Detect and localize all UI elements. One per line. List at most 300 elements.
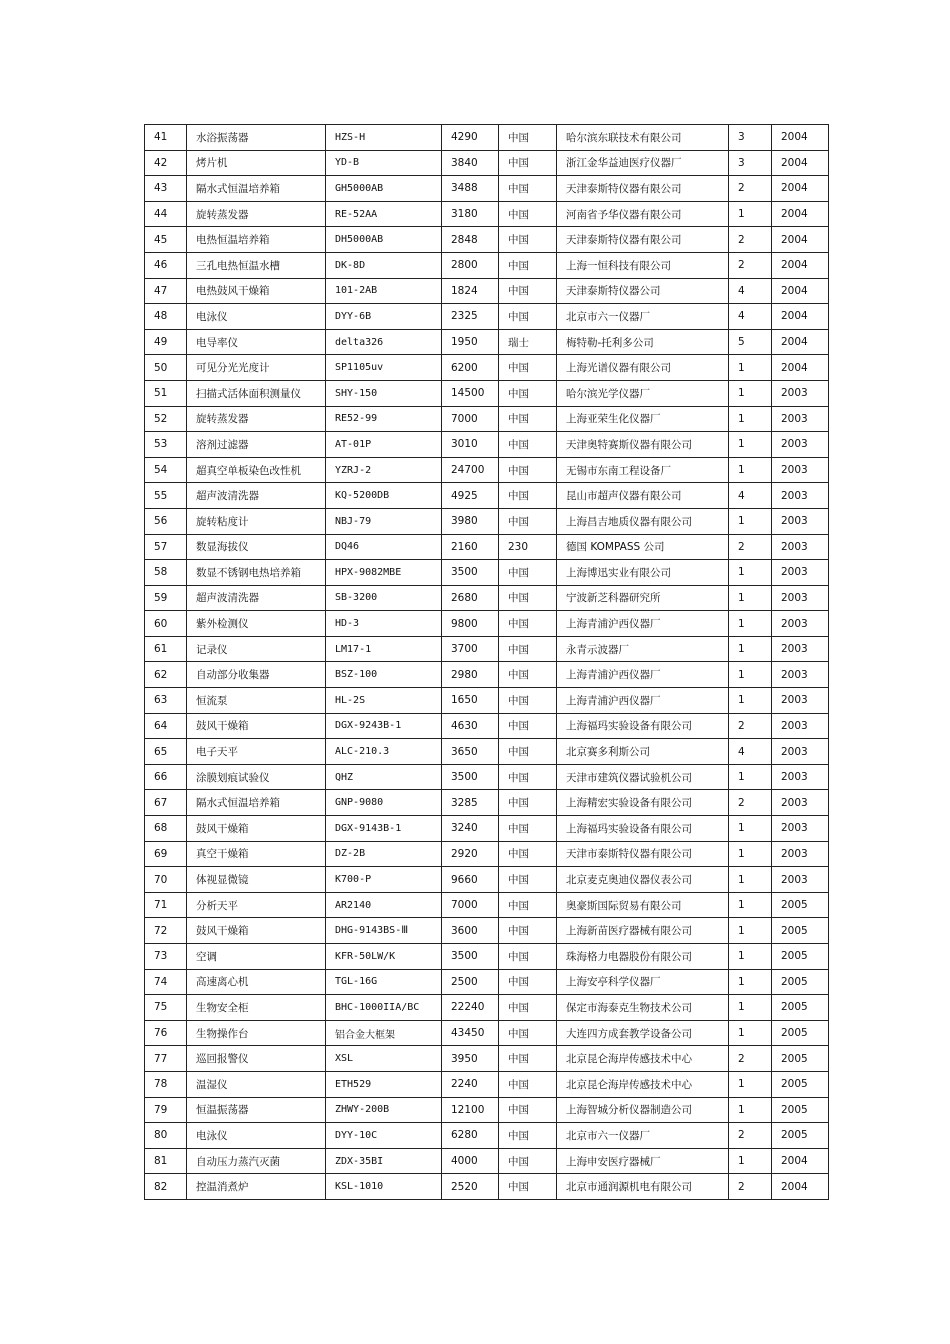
cell-price: 6200 [442,355,499,381]
cell-manufacturer: 北京市通润源机电有限公司 [557,1174,729,1200]
cell-price: 12100 [442,1097,499,1123]
cell-year: 2004 [772,227,829,253]
cell-quantity: 2 [729,227,772,253]
cell-model: 101-2AB [326,278,442,304]
cell-country: 中国 [499,1071,557,1097]
cell-price: 7000 [442,892,499,918]
cell-manufacturer: 北京昆仑海岸传感技术中心 [557,1071,729,1097]
cell-row-number: 77 [145,1046,187,1072]
cell-country: 中国 [499,201,557,227]
cell-model: KSL-1010 [326,1174,442,1200]
cell-model: DH5000AB [326,227,442,253]
cell-country: 中国 [499,944,557,970]
cell-quantity: 2 [729,790,772,816]
cell-row-number: 58 [145,560,187,586]
cell-quantity: 1 [729,636,772,662]
cell-manufacturer: 北京市六一仪器厂 [557,1123,729,1149]
cell-country: 中国 [499,1174,557,1200]
cell-manufacturer: 北京麦克奥迪仪器仪表公司 [557,867,729,893]
cell-model: DGX-9143B-1 [326,816,442,842]
cell-quantity: 1 [729,969,772,995]
cell-year: 2004 [772,150,829,176]
cell-country: 230 [499,534,557,560]
cell-quantity: 1 [729,816,772,842]
cell-year: 2005 [772,1071,829,1097]
table-row [145,892,829,918]
cell-model: LM17-1 [326,636,442,662]
cell-manufacturer: 上海一恒科技有限公司 [557,252,729,278]
cell-price: 3500 [442,944,499,970]
cell-country: 中国 [499,1046,557,1072]
cell-equipment-name: 数显海拔仪 [187,534,326,560]
cell-model: ETH529 [326,1071,442,1097]
cell-row-number: 51 [145,380,187,406]
cell-manufacturer: 上海青浦沪西仪器厂 [557,611,729,637]
cell-row-number: 45 [145,227,187,253]
cell-equipment-name: 恒温振荡器 [187,1097,326,1123]
cell-quantity: 1 [729,432,772,458]
cell-model: AR2140 [326,892,442,918]
cell-price: 3010 [442,432,499,458]
cell-manufacturer: 北京赛多利斯公司 [557,739,729,765]
cell-equipment-name: 超声波清洗器 [187,483,326,509]
cell-quantity: 1 [729,867,772,893]
cell-row-number: 52 [145,406,187,432]
cell-country: 中国 [499,790,557,816]
cell-manufacturer: 天津泰斯特仪器有限公司 [557,176,729,202]
table-body [145,125,829,1200]
cell-year: 2003 [772,662,829,688]
cell-country: 中国 [499,227,557,253]
table-row [145,406,829,432]
cell-year: 2004 [772,329,829,355]
cell-equipment-name: 数显不锈钢电热培养箱 [187,560,326,586]
cell-equipment-name: 巡回报警仪 [187,1046,326,1072]
cell-model: BSZ-100 [326,662,442,688]
table-row [145,252,829,278]
cell-equipment-name: 真空干燥箱 [187,841,326,867]
cell-quantity: 4 [729,483,772,509]
table-row [145,150,829,176]
cell-year: 2003 [772,790,829,816]
cell-year: 2003 [772,508,829,534]
cell-quantity: 1 [729,380,772,406]
cell-manufacturer: 上海博迅实业有限公司 [557,560,729,586]
cell-year: 2003 [772,764,829,790]
cell-quantity: 1 [729,355,772,381]
cell-manufacturer: 梅特勒-托利多公司 [557,329,729,355]
table-row [145,380,829,406]
cell-year: 2005 [772,969,829,995]
cell-quantity: 1 [729,764,772,790]
cell-quantity: 1 [729,841,772,867]
cell-manufacturer: 上海青浦沪西仪器厂 [557,662,729,688]
cell-price: 2980 [442,662,499,688]
cell-model: BHC-1000IIA/BC [326,995,442,1021]
cell-country: 中国 [499,508,557,534]
cell-equipment-name: 电泳仪 [187,1123,326,1149]
table-row [145,1046,829,1072]
cell-year: 2003 [772,688,829,714]
cell-equipment-name: 分析天平 [187,892,326,918]
cell-row-number: 75 [145,995,187,1021]
cell-model: SB-3200 [326,585,442,611]
cell-row-number: 48 [145,304,187,330]
cell-row-number: 60 [145,611,187,637]
cell-manufacturer: 哈尔滨东联技术有限公司 [557,125,729,151]
cell-quantity: 2 [729,713,772,739]
cell-country: 中国 [499,355,557,381]
cell-row-number: 67 [145,790,187,816]
cell-year: 2004 [772,201,829,227]
cell-equipment-name: 旋转蒸发器 [187,201,326,227]
cell-country: 中国 [499,764,557,790]
cell-quantity: 2 [729,1123,772,1149]
cell-equipment-name: 隔水式恒温培养箱 [187,176,326,202]
cell-price: 3488 [442,176,499,202]
cell-price: 6280 [442,1123,499,1149]
table-row [145,611,829,637]
table-row [145,662,829,688]
cell-manufacturer: 天津泰斯特仪器公司 [557,278,729,304]
cell-manufacturer: 上海亚荣生化仪器厂 [557,406,729,432]
cell-quantity: 1 [729,560,772,586]
cell-year: 2003 [772,841,829,867]
cell-equipment-name: 电热鼓风干燥箱 [187,278,326,304]
cell-year: 2003 [772,713,829,739]
cell-quantity: 4 [729,278,772,304]
cell-quantity: 1 [729,611,772,637]
table-row [145,534,829,560]
table-row [145,585,829,611]
cell-equipment-name: 隔水式恒温培养箱 [187,790,326,816]
cell-price: 4000 [442,1148,499,1174]
cell-manufacturer: 上海昌吉地质仪器有限公司 [557,508,729,534]
cell-equipment-name: 溶剂过滤器 [187,432,326,458]
cell-equipment-name: 涂膜划痕试验仪 [187,764,326,790]
cell-price: 2520 [442,1174,499,1200]
cell-manufacturer: 天津市建筑仪器试验机公司 [557,764,729,790]
table-row [145,816,829,842]
cell-country: 中国 [499,150,557,176]
cell-row-number: 44 [145,201,187,227]
cell-year: 2004 [772,176,829,202]
cell-row-number: 59 [145,585,187,611]
cell-equipment-name: 鼓风干燥箱 [187,713,326,739]
cell-country: 中国 [499,969,557,995]
cell-manufacturer: 奥豪斯国际贸易有限公司 [557,892,729,918]
cell-model: RE52-99 [326,406,442,432]
cell-price: 3180 [442,201,499,227]
cell-price: 7000 [442,406,499,432]
cell-equipment-name: 紫外检测仪 [187,611,326,637]
table-row [145,278,829,304]
cell-equipment-name: 水浴振荡器 [187,125,326,151]
cell-manufacturer: 宁波新芝科器研究所 [557,585,729,611]
cell-row-number: 74 [145,969,187,995]
table-row [145,739,829,765]
table-row [145,176,829,202]
table-row [145,457,829,483]
cell-model: TGL-16G [326,969,442,995]
cell-country: 中国 [499,585,557,611]
cell-country: 中国 [499,688,557,714]
cell-equipment-name: 鼓风干燥箱 [187,918,326,944]
cell-price: 9660 [442,867,499,893]
cell-quantity: 1 [729,1097,772,1123]
cell-price: 3600 [442,918,499,944]
cell-year: 2003 [772,534,829,560]
cell-year: 2003 [772,560,829,586]
cell-country: 中国 [499,636,557,662]
cell-country: 中国 [499,739,557,765]
cell-row-number: 73 [145,944,187,970]
cell-model: delta326 [326,329,442,355]
cell-manufacturer: 天津泰斯特仪器有限公司 [557,227,729,253]
table-row [145,227,829,253]
cell-row-number: 76 [145,1020,187,1046]
table-row [145,713,829,739]
table-row [145,969,829,995]
cell-price: 3240 [442,816,499,842]
cell-year: 2003 [772,816,829,842]
table-row [145,841,829,867]
table-row [145,201,829,227]
cell-country: 中国 [499,841,557,867]
table-row [145,790,829,816]
cell-country: 中国 [499,406,557,432]
cell-country: 中国 [499,457,557,483]
cell-manufacturer: 上海智城分析仪器制造公司 [557,1097,729,1123]
cell-price: 2160 [442,534,499,560]
cell-country: 中国 [499,125,557,151]
cell-quantity: 1 [729,201,772,227]
cell-manufacturer: 天津市泰斯特仪器有限公司 [557,841,729,867]
cell-year: 2003 [772,457,829,483]
cell-quantity: 1 [729,406,772,432]
cell-year: 2005 [772,892,829,918]
cell-model: ZDX-35BI [326,1148,442,1174]
cell-manufacturer: 哈尔滨光学仪器厂 [557,380,729,406]
cell-row-number: 57 [145,534,187,560]
cell-quantity: 1 [729,508,772,534]
cell-row-number: 47 [145,278,187,304]
cell-equipment-name: 扫描式活体面积测量仪 [187,380,326,406]
table-row [145,125,829,151]
cell-country: 中国 [499,662,557,688]
cell-year: 2003 [772,483,829,509]
cell-equipment-name: 鼓风干燥箱 [187,816,326,842]
cell-row-number: 54 [145,457,187,483]
cell-quantity: 1 [729,585,772,611]
cell-model: DYY-6B [326,304,442,330]
cell-price: 2848 [442,227,499,253]
table-row [145,1123,829,1149]
cell-year: 2004 [772,304,829,330]
cell-price: 2920 [442,841,499,867]
cell-row-number: 71 [145,892,187,918]
cell-country: 中国 [499,252,557,278]
cell-row-number: 56 [145,508,187,534]
cell-year: 2004 [772,252,829,278]
cell-year: 2004 [772,1174,829,1200]
cell-equipment-name: 自动压力蒸汽灭菌 [187,1148,326,1174]
cell-equipment-name: 生物安全柜 [187,995,326,1021]
cell-model: GNP-9080 [326,790,442,816]
cell-quantity: 1 [729,1148,772,1174]
cell-quantity: 1 [729,944,772,970]
cell-equipment-name: 控温消煮炉 [187,1174,326,1200]
cell-country: 瑞士 [499,329,557,355]
cell-country: 中国 [499,278,557,304]
cell-price: 3285 [442,790,499,816]
cell-country: 中国 [499,304,557,330]
cell-price: 3650 [442,739,499,765]
cell-quantity: 4 [729,739,772,765]
cell-price: 3700 [442,636,499,662]
cell-model: HPX-9082MBE [326,560,442,586]
table-row [145,1020,829,1046]
cell-quantity: 1 [729,918,772,944]
cell-row-number: 50 [145,355,187,381]
cell-year: 2004 [772,125,829,151]
cell-quantity: 1 [729,457,772,483]
cell-manufacturer: 天津奥特赛斯仪器有限公司 [557,432,729,458]
cell-row-number: 69 [145,841,187,867]
cell-model: HD-3 [326,611,442,637]
cell-price: 2325 [442,304,499,330]
cell-quantity: 5 [729,329,772,355]
cell-manufacturer: 无锡市东南工程设备厂 [557,457,729,483]
cell-model: K700-P [326,867,442,893]
cell-manufacturer: 上海新苗医疗器械有限公司 [557,918,729,944]
table-row [145,918,829,944]
cell-model: DZ-2B [326,841,442,867]
cell-manufacturer: 永青示波器厂 [557,636,729,662]
cell-year: 2003 [772,380,829,406]
cell-model: ZHWY-200B [326,1097,442,1123]
cell-equipment-name: 自动部分收集器 [187,662,326,688]
cell-year: 2003 [772,611,829,637]
cell-country: 中国 [499,816,557,842]
cell-year: 2005 [772,944,829,970]
cell-equipment-name: 烤片机 [187,150,326,176]
cell-row-number: 53 [145,432,187,458]
cell-model: XSL [326,1046,442,1072]
cell-equipment-name: 超声波清洗器 [187,585,326,611]
cell-equipment-name: 温湿仪 [187,1071,326,1097]
cell-row-number: 68 [145,816,187,842]
cell-manufacturer: 上海精宏实验设备有限公司 [557,790,729,816]
cell-row-number: 79 [145,1097,187,1123]
cell-equipment-name: 三孔电热恒温水槽 [187,252,326,278]
cell-year: 2005 [772,1123,829,1149]
cell-quantity: 2 [729,534,772,560]
cell-equipment-name: 生物操作台 [187,1020,326,1046]
cell-row-number: 66 [145,764,187,790]
cell-equipment-name: 旋转粘度计 [187,508,326,534]
table-row [145,1174,829,1200]
cell-equipment-name: 旋转蒸发器 [187,406,326,432]
cell-price: 3840 [442,150,499,176]
cell-manufacturer: 浙江金华益迪医疗仪器厂 [557,150,729,176]
table-row [145,1148,829,1174]
cell-model: SP1105uv [326,355,442,381]
cell-price: 4925 [442,483,499,509]
cell-quantity: 3 [729,125,772,151]
cell-country: 中国 [499,995,557,1021]
cell-row-number: 42 [145,150,187,176]
cell-price: 22240 [442,995,499,1021]
cell-country: 中国 [499,713,557,739]
cell-price: 2680 [442,585,499,611]
cell-year: 2005 [772,1046,829,1072]
cell-model: DGX-9243B-1 [326,713,442,739]
cell-price: 3950 [442,1046,499,1072]
cell-quantity: 1 [729,662,772,688]
cell-quantity: 3 [729,150,772,176]
cell-equipment-name: 体视显微镜 [187,867,326,893]
cell-quantity: 1 [729,892,772,918]
cell-equipment-name: 高速离心机 [187,969,326,995]
cell-equipment-name: 电子天平 [187,739,326,765]
table-row [145,1071,829,1097]
cell-quantity: 1 [729,1020,772,1046]
cell-price: 2240 [442,1071,499,1097]
cell-equipment-name: 恒流泵 [187,688,326,714]
cell-year: 2004 [772,1148,829,1174]
cell-manufacturer: 上海光谱仪器有限公司 [557,355,729,381]
cell-year: 2004 [772,355,829,381]
table-row [145,688,829,714]
cell-price: 24700 [442,457,499,483]
cell-model: YD-B [326,150,442,176]
cell-year: 2005 [772,1020,829,1046]
cell-model: QHZ [326,764,442,790]
cell-quantity: 1 [729,1071,772,1097]
cell-country: 中国 [499,1148,557,1174]
cell-quantity: 2 [729,252,772,278]
table-row [145,304,829,330]
cell-model: SHY-150 [326,380,442,406]
cell-row-number: 70 [145,867,187,893]
cell-manufacturer: 上海福玛实验设备有限公司 [557,816,729,842]
cell-manufacturer: 北京昆仑海岸传感技术中心 [557,1046,729,1072]
cell-model: ALC-210.3 [326,739,442,765]
cell-model: RE-52AA [326,201,442,227]
cell-model: DHG-9143BS-Ⅲ [326,918,442,944]
cell-country: 中国 [499,432,557,458]
cell-row-number: 63 [145,688,187,714]
table-row [145,1097,829,1123]
cell-year: 2004 [772,278,829,304]
cell-model: DK-8D [326,252,442,278]
table-row [145,508,829,534]
cell-country: 中国 [499,1020,557,1046]
cell-model: NBJ-79 [326,508,442,534]
cell-model: DQ46 [326,534,442,560]
cell-country: 中国 [499,560,557,586]
cell-row-number: 61 [145,636,187,662]
table-row [145,944,829,970]
table-row [145,560,829,586]
cell-equipment-name: 记录仪 [187,636,326,662]
cell-row-number: 82 [145,1174,187,1200]
cell-row-number: 49 [145,329,187,355]
cell-year: 2003 [772,432,829,458]
cell-model: HL-2S [326,688,442,714]
cell-year: 2005 [772,995,829,1021]
